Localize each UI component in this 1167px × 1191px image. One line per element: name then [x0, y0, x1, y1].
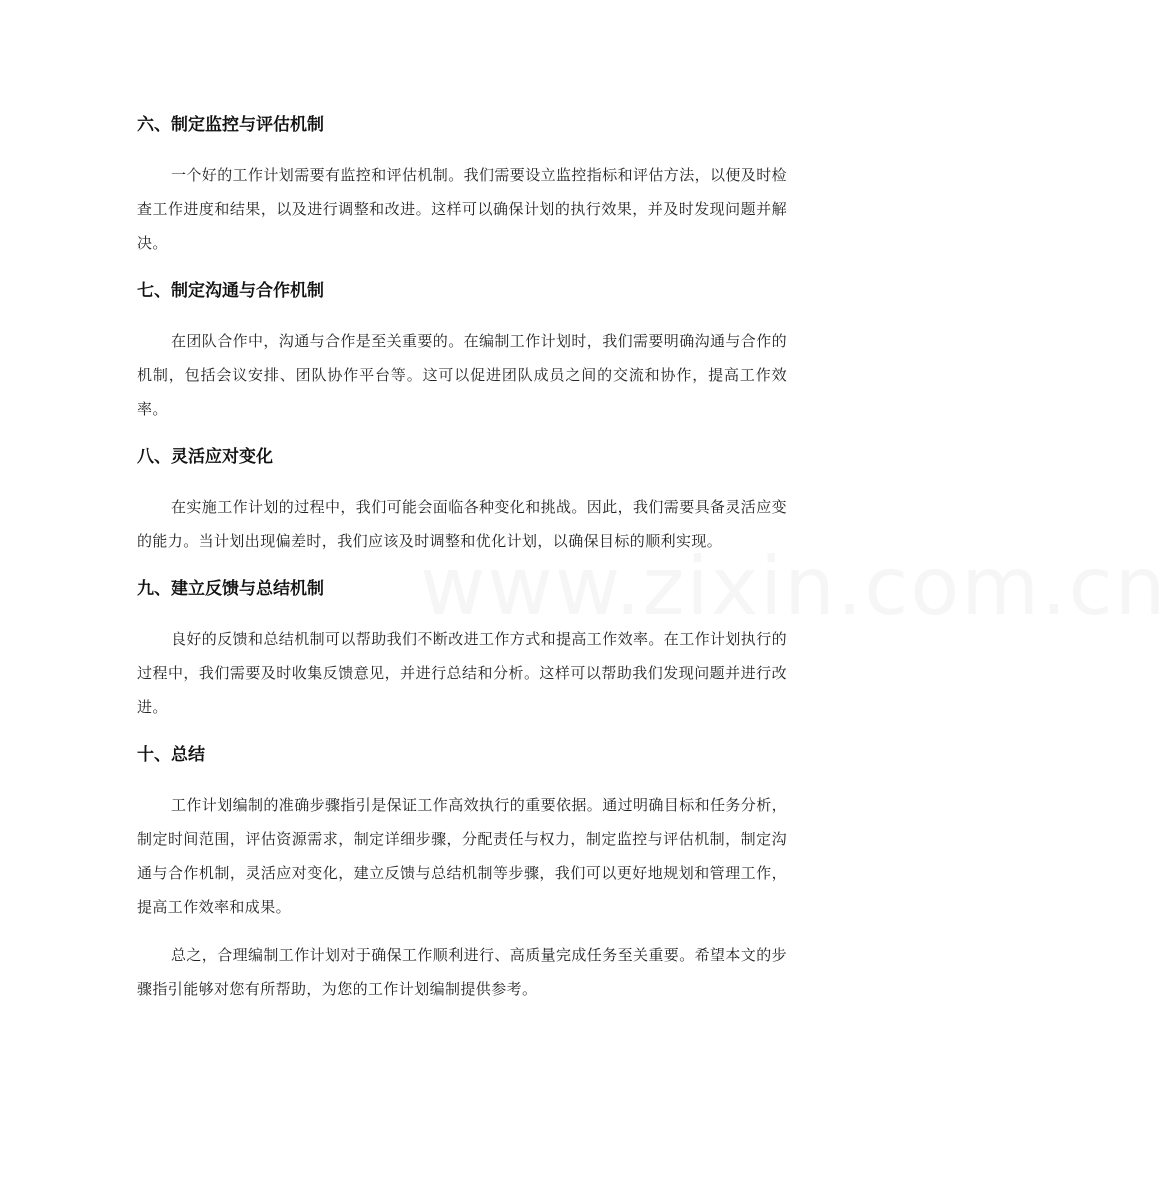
- section-paragraph: 良好的反馈和总结机制可以帮助我们不断改进工作方式和提高工作效率。在工作计划执行的过程中，我们需要及时收集反馈意见，并进行总结和分析。这样可以帮助我们发现问题并进行改进。: [137, 630, 788, 716]
- section-paragraph: 在实施工作计划的过程中，我们可能会面临各种变化和挑战。因此，我们需要具备灵活应变的能力。当计划出现偏差时，我们应该及时调整和优化计划，以确保目标的顺利实现。: [137, 498, 788, 550]
- section-paragraph: 一个好的工作计划需要有监控和评估机制。我们需要设立监控指标和评估方法，以便及时检查工作进度和结果，以及进行调整和改进。这样可以确保计划的执行效果，并及时发现问题并解决。: [137, 166, 788, 252]
- section-heading: 十、总结: [137, 745, 205, 765]
- section-heading: 七、制定沟通与合作机制: [137, 281, 324, 301]
- section-paragraph: 工作计划编制的准确步骤指引是保证工作高效执行的重要依据。通过明确目标和任务分析，制定时间范围，评估资源需求，制定详细步骤，分配责任与权力，制定监控与评估机制，制定沟通与合作机制，灵活应对变化，建立反馈与总结机制等步骤，我们可以更好地规划和管理工作，提高工作效率和成果。: [137, 796, 788, 916]
- closing-paragraph: 总之，合理编制工作计划对于确保工作顺利进行、高质量完成任务至关重要。希望本文的步骤指引能够对您有所帮助，为您的工作计划编制提供参考。: [137, 946, 788, 998]
- section-6: [137, 108, 787, 260]
- section-8: [137, 440, 787, 558]
- watermark: www.zixin.com.cn: [420, 540, 1167, 633]
- document-body: [137, 108, 787, 1006]
- section-10: [137, 738, 787, 924]
- section-paragraph: 在团队合作中，沟通与合作是至关重要的。在编制工作计划时，我们需要明确沟通与合作的机制，包括会议安排、团队协作平台等。这可以促进团队成员之间的交流和协作，提高工作效率。: [137, 332, 788, 418]
- section-heading: 九、建立反馈与总结机制: [137, 579, 324, 599]
- section-heading: 六、制定监控与评估机制: [137, 115, 324, 135]
- section-7: [137, 274, 787, 426]
- section-heading: 八、灵活应对变化: [137, 447, 273, 467]
- section-9: [137, 572, 787, 724]
